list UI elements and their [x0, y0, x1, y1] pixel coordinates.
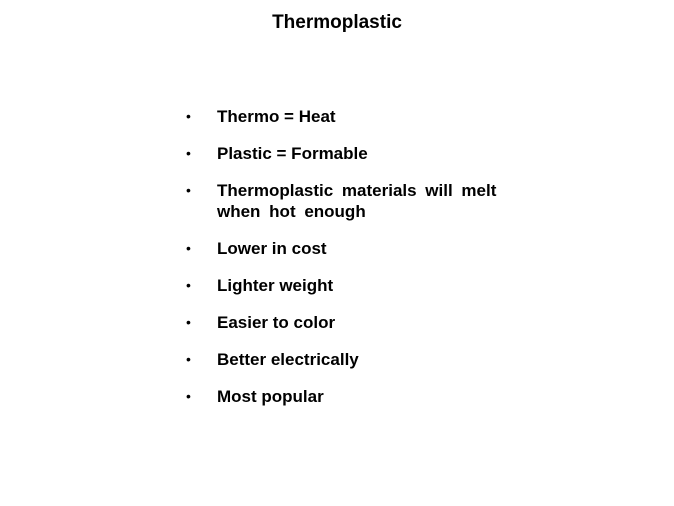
- bullet-icon: •: [186, 145, 191, 161]
- bullet-icon: •: [186, 240, 191, 256]
- bullet-icon: •: [186, 351, 191, 367]
- bullet-icon: •: [186, 314, 191, 330]
- bullet-item: [186, 386, 516, 407]
- bullet-icon: •: [186, 108, 191, 124]
- bullet-text: Thermoplastic materials will melt when hot enough: [217, 181, 497, 221]
- bullet-text: Most popular: [217, 387, 324, 406]
- bullet-icon: •: [186, 277, 191, 293]
- bullet-item: [186, 238, 516, 259]
- bullet-item: [186, 275, 516, 296]
- bullet-text: Thermo = Heat: [217, 107, 336, 126]
- bullet-item: [186, 349, 516, 370]
- bullet-item: [186, 312, 516, 333]
- slide-title: Thermoplastic: [272, 12, 402, 33]
- bullet-item: [186, 180, 516, 222]
- bullet-text: Easier to color: [217, 313, 336, 332]
- bullet-text: Lower in cost: [217, 239, 327, 258]
- bullet-icon: •: [186, 388, 191, 404]
- bullet-list: [186, 106, 516, 423]
- bullet-icon: •: [186, 182, 191, 198]
- bullet-item: [186, 106, 516, 127]
- bullet-item: [186, 143, 516, 164]
- bullet-text: Better electrically: [217, 350, 359, 369]
- bullet-text: Plastic = Formable: [217, 144, 368, 163]
- bullet-text: Lighter weight: [217, 276, 334, 295]
